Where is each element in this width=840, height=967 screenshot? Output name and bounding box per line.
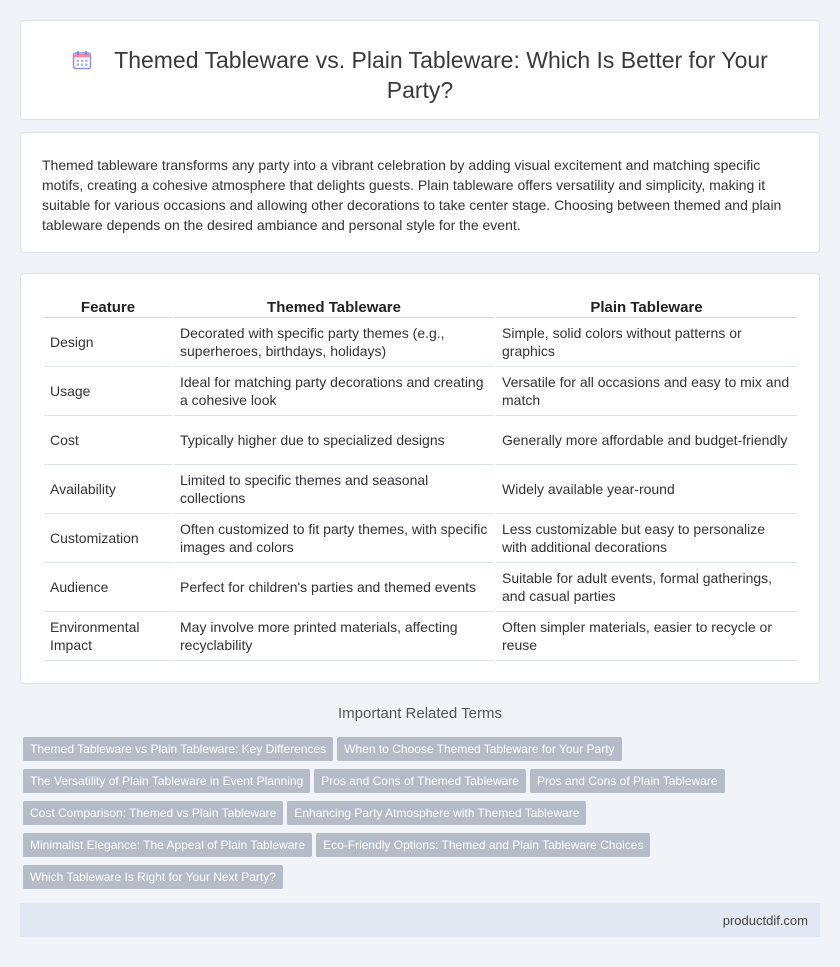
header-themed: Themed Tableware (174, 296, 494, 318)
row-plain: Widely available year-round (496, 465, 797, 514)
table-row (44, 465, 797, 514)
header-feature: Feature (44, 296, 172, 318)
row-feature: Audience (44, 563, 172, 612)
related-terms-list (23, 737, 823, 897)
row-plain: Simple, solid colors without patterns or graphics (496, 318, 797, 367)
related-term-tag[interactable]: Pros and Cons of Themed Tableware (314, 769, 526, 793)
intro-paragraph: Themed tableware transforms any party into a vibrant celebration by adding visual excitement and matching specific motifs, creating a cohesive atmosphere that delights guests. Plain tableware offers versatility and simplicity, making it suitable for various occasions and allowing other decorations to take center stage. Choosing between themed and plain tableware depends on the desired ambiance and personal style for the event. (42, 157, 782, 233)
row-plain: Versatile for all occasions and easy to mix and match (496, 367, 797, 416)
related-term-tag[interactable]: The Versatility of Plain Tableware in Event Planning (23, 769, 310, 793)
row-themed: Typically higher due to specialized designs (174, 416, 494, 465)
row-themed: Limited to specific themes and seasonal collections (174, 465, 494, 514)
comparison-table (42, 296, 799, 661)
row-plain: Generally more affordable and budget-friendly (496, 416, 797, 465)
header-plain: Plain Tableware (496, 296, 797, 318)
row-themed: May involve more printed materials, affecting recyclability (174, 612, 494, 661)
title-line-2: Party? (386, 77, 454, 103)
related-terms-heading: Important Related Terms (338, 705, 502, 722)
row-plain: Often simpler materials, easier to recycle or reuse (496, 612, 797, 661)
table-row (44, 318, 797, 367)
table-header-row (44, 296, 797, 318)
page-title (61, 45, 779, 105)
title-line-1: Themed Tableware vs. Plain Tableware: Which Is Better for Your (114, 47, 768, 73)
footer-bar (20, 903, 820, 937)
related-term-tag[interactable]: Eco-Friendly Options: Themed and Plain Tableware Choices (316, 833, 650, 857)
row-themed: Perfect for children's parties and themed events (174, 563, 494, 612)
row-feature: Usage (44, 367, 172, 416)
related-term-tag[interactable]: Enhancing Party Atmosphere with Themed Tableware (287, 801, 586, 825)
row-feature: Cost (44, 416, 172, 465)
row-themed: Decorated with specific party themes (e.g., superheroes, birthdays, holidays) (174, 318, 494, 367)
related-term-tag[interactable]: Pros and Cons of Plain Tableware (530, 769, 725, 793)
intro-card (20, 132, 820, 253)
calendar-icon (72, 50, 92, 70)
footer-site-link[interactable]: productdif.com (722, 913, 808, 928)
related-term-tag[interactable]: When to Choose Themed Tableware for Your Party (337, 737, 621, 761)
row-feature: Availability (44, 465, 172, 514)
row-feature: Design (44, 318, 172, 367)
row-plain: Less customizable but easy to personalize with additional decorations (496, 514, 797, 563)
related-term-tag[interactable]: Themed Tableware vs Plain Tableware: Key Differences (23, 737, 333, 761)
row-feature: Customization (44, 514, 172, 563)
comparison-card (20, 273, 820, 684)
table-row (44, 563, 797, 612)
table-row (44, 612, 797, 661)
row-plain: Suitable for adult events, formal gatherings, and casual parties (496, 563, 797, 612)
related-term-tag[interactable]: Which Tableware Is Right for Your Next Party? (23, 865, 283, 889)
table-row (44, 416, 797, 465)
row-themed: Ideal for matching party decorations and creating a cohesive look (174, 367, 494, 416)
row-feature: Environmental Impact (44, 612, 172, 661)
title-card (20, 20, 820, 120)
table-row (44, 514, 797, 563)
related-term-tag[interactable]: Cost Comparison: Themed vs Plain Tableware (23, 801, 283, 825)
row-themed: Often customized to fit party themes, with specific images and colors (174, 514, 494, 563)
related-term-tag[interactable]: Minimalist Elegance: The Appeal of Plain Tableware (23, 833, 312, 857)
table-row (44, 367, 797, 416)
